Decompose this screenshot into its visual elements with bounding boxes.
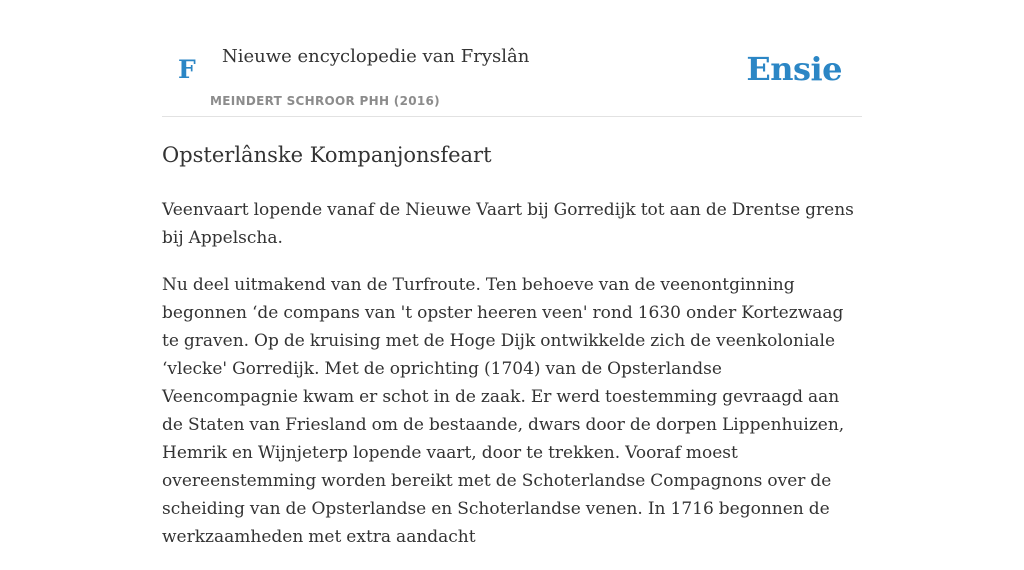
- entry-paragraph: Veenvaart lopende vanaf de Nieuwe Vaart bij Gorredijk tot aan de Drentse grens bij Appelscha.: [162, 200, 854, 248]
- entry-title: Opsterlânske Kompanjonsfeart: [162, 143, 492, 167]
- ensie-logo[interactable]: Ensie: [746, 50, 842, 88]
- site-header: [162, 0, 862, 117]
- entry-content: [162, 140, 862, 570]
- book-logo[interactable]: F: [178, 55, 196, 84]
- entry-paragraph: Nu deel uitmakend van de Turfroute. Ten behoeve van de veenontginning begonnen ‘de compans van 't opster heeren veen' rond 1630 onder Kortezwaag te graven. Op de kruising met de Hoge Dijk ontwikkelde zich de veenkoloniale ‘vlecke' Gorredijk. Met de oprichting (1704) van de Opsterlandse Veencompagnie kwam er schot in de zaak. Er werd toestemming gevraagd aan de Staten van Friesland om de bestaande, dwars door de dorpen Lippenhuizen, Hemrik en Wijnjeterp lopende vaart, door te trekken. Vooraf moest overeenstemming worden bereikt met de Schoterlandse Compagnons over de scheiding van de Opsterlandse en Schoterlandse venen. In 1716 begonnen de werkzaamheden met extra aandacht: [162, 275, 845, 547]
- book-title[interactable]: Nieuwe encyclopedie van Fryslân: [222, 46, 530, 67]
- book-author: MEINDERT SCHROOR PHH (2016): [210, 94, 440, 108]
